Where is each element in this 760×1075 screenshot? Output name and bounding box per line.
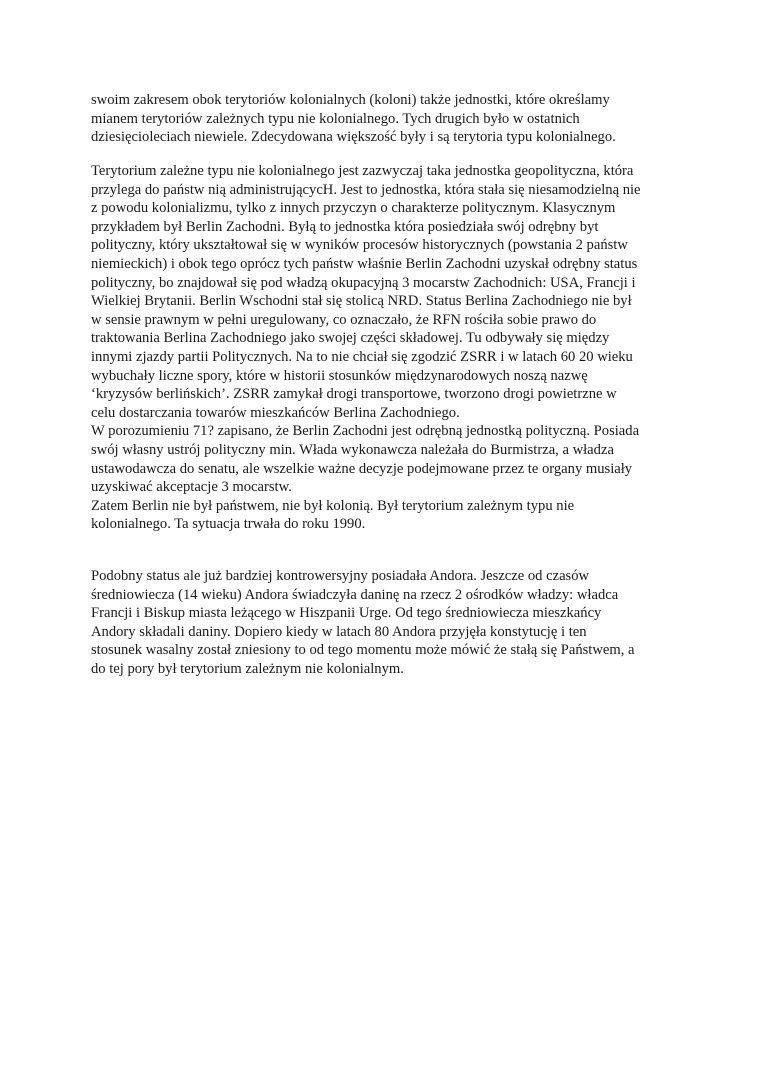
- text-line: traktowania Berlina Zachodniego jako swojej części składowej. Tu odbywały się między: [91, 330, 610, 347]
- text-line: Podobny status ale już bardziej kontrowersyjny posiadała Andora. Jeszcze od czasów: [91, 568, 590, 584]
- text-line: celu dostarczania towarów mieszkańców Berlina Zachodniego.: [91, 404, 460, 421]
- text-line: średniowiecza (14 wieku) Andora świadczyła daninę na rzecz 2 ośrodków władzy: władca: [91, 586, 619, 603]
- text-line: polityczny, który ukształtował się w wyników procesów historycznych (powstania 2 państw: [91, 237, 628, 254]
- text-line: Wielkiej Brytanii. Berlin Wschodni stał się stolicą NRD. Status Berlina Zachodniego nie był: [91, 293, 632, 310]
- text-line: W porozumieniu 71? zapisano, że Berlin Zachodni jest odrębną jednostką polityczną. Posiada: [91, 423, 640, 440]
- text-line: z powodu kolonializmu, tylko z innych przyczyn o charakterze politycznym. Klasycznym: [91, 200, 616, 217]
- paragraph-west-berlin: [91, 162, 691, 534]
- text-line: swój własny ustrój polityczny min. Włada wykonawcza należała do Burmistrza, a władza: [91, 441, 614, 458]
- text-line: swoim zakresem obok terytoriów kolonialnych (koloni) także jednostki, które określamy: [91, 92, 610, 108]
- text-line: kolonialnego. Ta sytuacja trwała do roku 1990.: [91, 516, 366, 533]
- text-line: ustawodawcza do senatu, ale wszelkie ważne decyzje podejmowane przez te organy musiały: [91, 460, 633, 477]
- text-line: do tej pory był terytorium zależnym nie kolonialnym.: [91, 660, 404, 677]
- text-line: przykładem był Berlin Zachodni. Byłą to jednostka która posiedziała swój odrębny byt: [91, 218, 599, 235]
- text-line: wybuchały liczne spory, które w historii stosunków międzynarodowych noszą nazwę: [91, 367, 588, 384]
- text-line: mianem terytoriów zależnych typu nie kolonialnego. Tych drugich było w ostatnich: [91, 110, 580, 127]
- text-line: dziesięcioleciach niewiele. Zdecydowana większość były i są terytoria typu kolonialnego.: [91, 129, 616, 146]
- text-line: w sensie prawnym w pełni uregulowany, co oznaczało, że RFN rościła sobie prawo do: [91, 311, 597, 328]
- text-line: przylega do państw nią administrującycH. Jest to jednostka, która stała się niesamodzielną nie: [91, 181, 641, 198]
- paragraph-colonial-territories: [91, 91, 691, 147]
- text-line: polityczny, bo znajdował się pod władzą okupacyjną 3 mocarstw Zachodnich: USA, Francji i: [91, 274, 636, 291]
- text-line: Andory składali daniny. Dopiero kiedy w latach 80 Andora przyjęła konstytucję i ten: [91, 623, 587, 640]
- text-line: stosunek wasalny został zniesiony to od tego momentu może mówić że stałą się Państwem, a: [91, 642, 635, 659]
- text-line: niemieckich) i obok tego oprócz tych państw właśnie Berlin Zachodni uzyskał odrębny status: [91, 255, 638, 272]
- text-line: Francji i Biskup miasta leżącego w Hiszpanii Urge. Od tego średniowiecza mieszkańcy: [91, 605, 602, 622]
- text-line: ‘kryzysów berlińskich’. ZSRR zamykał drogi transportowe, tworzono drogi powietrzne w: [91, 386, 617, 403]
- text-line: innymi zjazdy partii Politycznych. Na to nie chciał się zgodzić ZSRR i w latach 60 20 wieku: [91, 348, 633, 365]
- text-line: Terytorium zależne typu nie kolonialnego jest zazwyczaj taka jednostka geopolityczna, która: [91, 163, 634, 179]
- paragraph-andorra: [91, 567, 691, 679]
- text-line: uzyskiwać akceptacje 3 mocarstw.: [91, 479, 292, 496]
- text-line: Zatem Berlin nie był państwem, nie był kolonią. Był terytorium zależnym typu nie: [91, 497, 575, 514]
